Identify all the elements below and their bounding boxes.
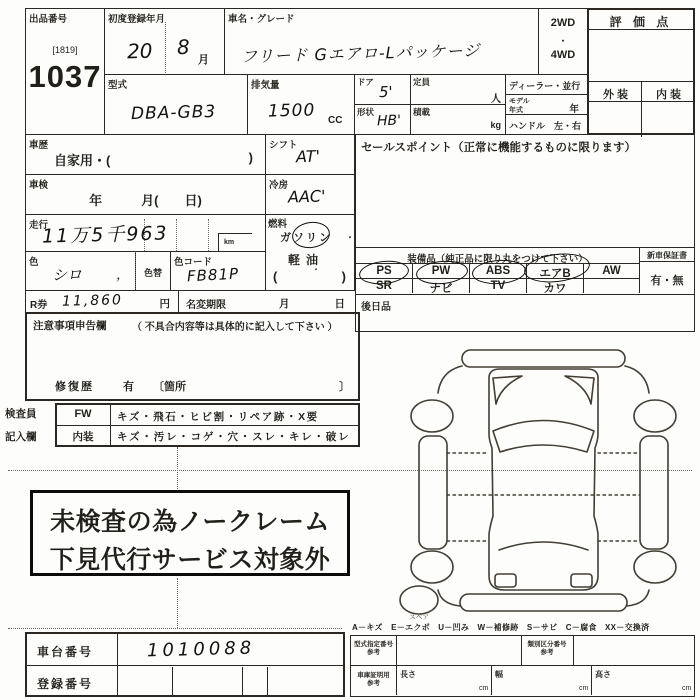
door-value: 5' [378, 82, 393, 102]
shift-cell [265, 134, 355, 175]
dealer-parallel-label: ディーラー・並行 [509, 81, 581, 91]
spare-label: スペア [409, 614, 429, 621]
width-label: 幅 [495, 670, 503, 679]
fuel-diesel-label: 軽油 [288, 253, 325, 267]
inspector-box [55, 403, 360, 447]
load-label: 積載 [413, 107, 431, 117]
fw-items: キズ・飛石・ヒビ割・リペア跡・X要 [117, 411, 319, 423]
lot-label: 出品番号 [29, 14, 68, 25]
model-code-value: DBA-GB3 [130, 101, 217, 125]
front-bumper [462, 350, 625, 367]
r-ticket-cell [25, 290, 179, 313]
equip-leather: カワ [543, 283, 567, 295]
model-code-label: 型式 [108, 80, 128, 91]
inspector-label-line1: 検査員 [5, 408, 37, 420]
ac-label: 冷房 [269, 180, 289, 191]
capacity-label: 定員 [413, 77, 431, 87]
car-name-label: 車名・グレード [228, 14, 295, 25]
shift-value: AT' [295, 146, 321, 167]
inspection-label: 車検 [29, 180, 49, 191]
lot-bracket: [1819] [52, 45, 78, 55]
name-change-month: 月 [279, 298, 290, 310]
equip-ps: PS [376, 265, 392, 277]
load-cell [410, 104, 506, 135]
right-side-panel [640, 436, 668, 549]
lot-number: 1037 [28, 59, 102, 94]
repair-location-open: 〔箇所 [153, 381, 186, 393]
history-cell [25, 134, 266, 175]
chassis-table [25, 632, 345, 697]
fold-line-v2 [177, 578, 178, 628]
km-box [218, 233, 252, 252]
color-code-label: 色コード [174, 257, 213, 268]
interior-key: 内装 [72, 431, 94, 443]
color-tick: ， [115, 267, 130, 284]
inspector-label-line2: 記入欄 [5, 431, 37, 443]
equip-airbag: エアB [539, 268, 571, 280]
mileage-label: 走行 [29, 220, 49, 231]
no-claim-stamp [30, 490, 350, 576]
height-unit: cm [682, 685, 692, 692]
equip-sr: SR [376, 280, 392, 292]
first-registration-year: 20 [126, 38, 153, 64]
notes-box [25, 312, 360, 401]
repair-history-value: 有 [123, 381, 134, 393]
chassis-value: 1010088 [146, 637, 256, 662]
lot-cell [25, 8, 105, 135]
chassis-label: 車台番号 [37, 645, 94, 659]
equip-pw: PW [431, 265, 451, 277]
door-label: ドア [357, 77, 374, 87]
spare-tire [400, 586, 438, 614]
displacement-label: 排気量 [251, 80, 280, 91]
sales-point-title: セールスポイント（正常に機能するものに限ります） [361, 142, 636, 154]
color-change-label: 色替 [143, 268, 162, 278]
color-label: 色 [29, 257, 39, 268]
later-items-label: 後日品 [361, 302, 391, 313]
history-close-paren: ) [248, 150, 253, 165]
height-label: 高さ [595, 670, 611, 679]
notes-sub: （ 不具合内容等は具体的に記入して下さい ） [132, 322, 338, 333]
later-items-box [355, 294, 695, 332]
repair-history-label: 修復歴 [55, 381, 94, 393]
mileage-cell [25, 214, 266, 252]
drive-2wd: 2WD [550, 17, 576, 29]
stamp-line1: 未検査の為ノークレーム [50, 508, 330, 536]
class-number-label: 類別区分番号 参考 [527, 641, 567, 656]
equip-navi: ナビ [429, 283, 453, 295]
drive-type-cell [538, 8, 588, 75]
warranty-cell [639, 248, 694, 293]
notes-label: 注意事項申告欄 [33, 320, 107, 332]
wheel-rear-right [634, 551, 676, 583]
car-name-cell [224, 8, 539, 75]
color-cell [25, 251, 136, 291]
model-year-unit: 年 [569, 104, 579, 115]
warranty-value: 有・無 [650, 275, 684, 287]
r-ticket-value: 11,860 [61, 292, 124, 310]
dimension-table [350, 635, 695, 697]
name-change-label: 名変期限 [186, 300, 226, 311]
exterior-label: 外 装 [602, 89, 629, 101]
rear-bumper [460, 594, 627, 611]
door-cell [354, 74, 411, 105]
warranty-label: 新車保証書 [647, 251, 687, 260]
ac-cell [265, 174, 355, 215]
interior-label: 内 装 [655, 89, 682, 101]
month-unit: 月 [198, 54, 209, 66]
width-unit: cm [579, 685, 589, 692]
shift-label: シフト [269, 140, 298, 151]
fuel-tick: ・ [343, 232, 355, 245]
load-unit: kg [490, 120, 501, 130]
car-diagram [392, 336, 695, 622]
fuel-label: 燃料 [268, 219, 288, 230]
displacement-value: 1500 [267, 100, 316, 122]
drive-dot: ・ [558, 36, 568, 46]
r-ticket-label: R券 [30, 300, 48, 311]
first-registration-month: 8 [176, 34, 191, 60]
handle-cell [505, 114, 588, 135]
wheel-front-left [411, 400, 453, 432]
equip-abs: ABS [485, 265, 511, 277]
color-value: シロ [51, 265, 83, 285]
fuel-paren-close: ) [341, 269, 346, 284]
color-change-cell [135, 251, 171, 291]
fuel-dot: ・ [312, 265, 320, 274]
first-registration-label: 初度登録年月 [108, 14, 166, 25]
body-outline [489, 369, 598, 590]
wheel-front-right [634, 400, 676, 432]
inspector-label [5, 406, 55, 444]
equip-tv: TV [490, 280, 506, 292]
shape-cell [354, 104, 411, 135]
damage-legend: A－キズ E－エクボ U－凹み W－補修跡 S－サビ C－腐食 XX－交換済 [352, 623, 650, 632]
score-title: 評 価 点 [609, 15, 673, 29]
handle-label: ハンドル [509, 121, 546, 131]
length-label: 長さ [400, 670, 416, 679]
model-code-cell [104, 74, 248, 135]
inspection-cell [25, 174, 266, 215]
windshield [493, 421, 594, 453]
equipment-title: 装備品（純正品に限り丸をつけて下さい） [407, 254, 588, 265]
fw-key: FW [74, 408, 92, 420]
fuel-cell [265, 214, 355, 291]
left-side-panel [419, 436, 447, 549]
color-code-value: FB81P [186, 264, 240, 286]
color-code-cell [170, 251, 266, 291]
first-registration-cell [104, 8, 225, 75]
mileage-unit: km [224, 239, 235, 246]
dealer-parallel-cell [505, 74, 588, 95]
displacement-unit: CC [328, 115, 343, 126]
gasoline-circle [290, 219, 331, 250]
name-change-day: 日 [334, 298, 345, 310]
r-ticket-unit: 円 [159, 298, 170, 310]
model-year-label1: モデル [509, 98, 530, 105]
rear-window [499, 542, 588, 550]
score-box [587, 8, 695, 135]
length-unit: cm [479, 685, 489, 692]
fuel-gasoline-label: ガソリン [280, 232, 332, 244]
name-change-cell [178, 290, 356, 313]
garage-cert-label: 車庫証明用 参考 [357, 672, 390, 687]
model-year-label2: 年式 [509, 107, 523, 114]
shape-label: 形状 [357, 107, 375, 117]
displacement-cell [247, 74, 355, 135]
car-name-value: フリード Gエアロ-Lパッケージ [240, 40, 481, 67]
drive-4wd: 4WD [550, 49, 576, 61]
wheel-rear-left [411, 551, 453, 583]
sales-point-box [355, 134, 695, 248]
registration-label: 登録番号 [37, 677, 94, 691]
fold-line-h2 [8, 628, 342, 629]
history-value: 自家用・( [54, 153, 111, 168]
handle-value: 左・右 [553, 121, 581, 131]
stamp-line2: 下見代行サービス対象外 [49, 546, 331, 574]
equip-aw: AW [602, 265, 621, 277]
shape-value: HB' [376, 112, 402, 130]
ac-value: AAC' [287, 186, 326, 207]
capacity-cell [410, 74, 506, 105]
inspection-value: 年 月( 日) [89, 193, 202, 208]
equipment-table [355, 247, 695, 295]
model-year-cell [505, 94, 588, 115]
interior-items: キズ・汚レ・コゲ・穴・スレ・キレ・破レ [117, 431, 351, 443]
repair-location-close: 〕 [339, 381, 350, 393]
fuel-paren-open: ( [273, 269, 278, 284]
fold-line-v1 [177, 447, 178, 489]
capacity-unit: 人 [491, 94, 501, 105]
type-number-label: 型式指定番号 参考 [354, 641, 393, 656]
mileage-value: 11万5千963 [41, 222, 169, 248]
history-label: 車歴 [29, 140, 49, 151]
